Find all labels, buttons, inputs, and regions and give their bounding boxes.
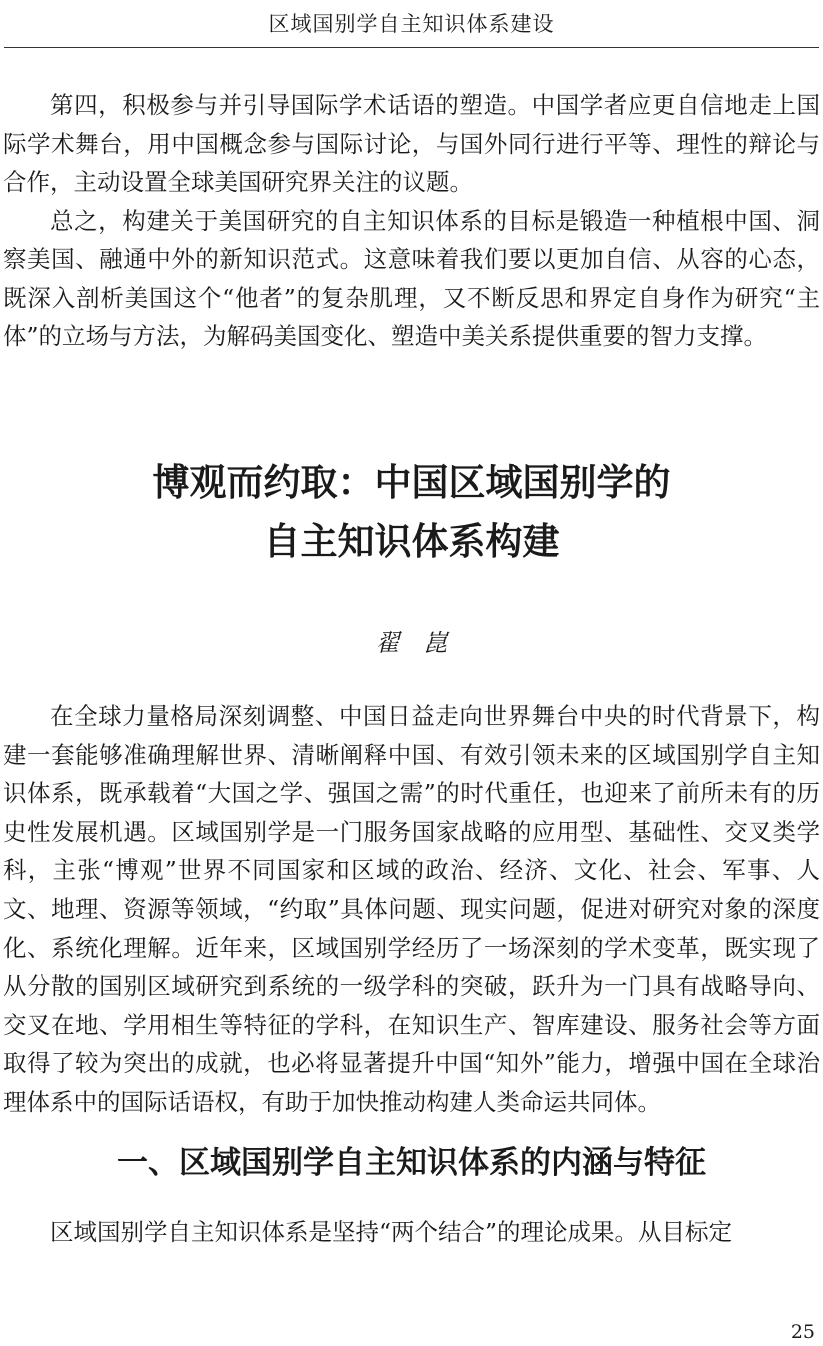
article-title-line-1: 博观而约取：中国区域国别学的	[152, 461, 671, 504]
header-rule	[4, 47, 819, 48]
paragraph-section-start: 区域国别学自主知识体系是坚持“两个结合”的理论成果。从目标定	[50, 1218, 733, 1246]
paragraph-intro: 在全球力量格局深刻调整、中国日益走向世界舞台中央的时代背景下，构建一套能够准确理解世界、清晰阐释中国、有效引领未来的区域国别学自主知识体系，既承载着“大国之学、强国之需”的时代重任，也迎来了前所未有的历史性发展机遇。区域国别学是一门服务国家战略的应用型、基础性、交叉类学科，主张“博观”世界不同国家和区域的政治、经济、文化、社会、军事、人文、地理、资源等领域，“约取”具体问题、现实问题，促进对研究对象的深度化、系统化理解。近年来，区域国别学经历了一场深刻的学术变革，既实现了从分散的国别区域研究到系统的一级学科的突破，跃升为一门具有战略导向、交叉在地、学用相生等特征的学科，在知识生产、智库建设、服务社会等方面取得了较为突出的成就，也必将显著提升中国“知外”能力，增强中国在全球治理体系中的国际话语权，有助于加快推动构建人类命运共同体。	[3, 702, 820, 1116]
running-header: 区域国别学自主知识体系建设	[268, 12, 555, 36]
page-number: 25	[790, 1321, 815, 1343]
author-name: 翟崑	[375, 629, 472, 657]
paragraph-previous-1: 第四，积极参与并引导国际学术话语的塑造。中国学者应更自信地走上国际学术舞台，用中国概念参与国际讨论，与国外同行进行平等、理性的辩论与合作，主动设置全球美国研究界关注的议题。	[3, 91, 820, 197]
paragraph-previous-2: 总之，构建关于美国研究的自主知识体系的目标是锻造一种植根中国、洞察美国、融通中外的新知识范式。这意味着我们要以更加自信、从容的心态，既深入剖析美国这个“他者”的复杂肌理，又不断反思和界定自身作为研究“主体”的立场与方法，为解码美国变化、塑造中美关系提供重要的智力支撑。	[3, 206, 820, 351]
article-title-line-2: 自主知识体系构建	[263, 520, 560, 563]
section-heading: 一、区域国别学自主知识体系的内涵与特征	[117, 1145, 706, 1181]
